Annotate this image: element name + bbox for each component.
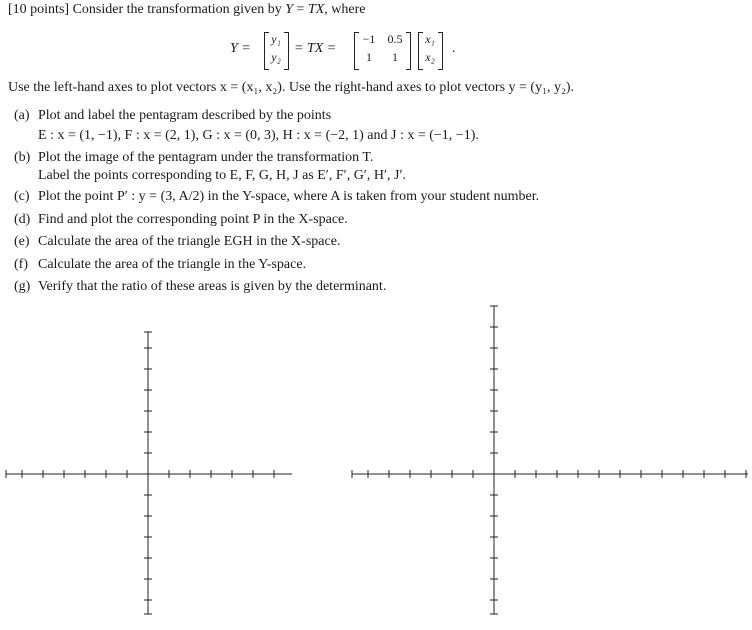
x2-cell: x₂ [425, 50, 435, 64]
points-label: [10 points] [8, 2, 70, 17]
eq-Y: Y = [230, 41, 251, 56]
m21-cell: 1 [366, 50, 372, 64]
item-text: Verify that the ratio of these areas is given by the determinant. [38, 279, 387, 294]
axes-area [0, 300, 752, 630]
m12-cell: 0.5 [387, 32, 403, 46]
item-f [14, 257, 306, 273]
y-space-axes[interactable] [352, 306, 748, 614]
item-b-labels: Label the points corresponding to E, F, G, H, J as E′, F′, G′, H′, J′. [38, 168, 407, 183]
item-text: Plot the point P′ : y = (3, A/2) in the Y-space, where A is taken from your student number. [38, 189, 540, 204]
item-text: Plot the image of the pentagram under the transformation T. [38, 150, 374, 165]
item-label: (g) [14, 279, 31, 294]
item-b [14, 150, 373, 166]
header-eq-lhs: Y [285, 2, 294, 17]
item-label: (b) [14, 150, 31, 165]
header-eq-rhs: TX [307, 2, 325, 17]
item-text: Find and plot the corresponding point P in the X-space. [38, 212, 348, 227]
y1-cell: y₁ [271, 32, 281, 46]
item-g [14, 279, 386, 295]
item-label: (d) [14, 212, 31, 227]
item-d [14, 212, 348, 228]
item-text: Calculate the area of the triangle in the Y-space. [38, 257, 307, 272]
eq-TX: = TX = [294, 41, 337, 56]
header-where: , where [324, 2, 366, 17]
item-label: (c) [14, 189, 30, 204]
eq-period: . [452, 41, 456, 56]
m11-cell: −1 [362, 32, 376, 46]
m22-cell: 1 [392, 50, 398, 64]
item-c [14, 189, 539, 205]
item-e [14, 234, 340, 250]
item-text: Calculate the area of the triangle EGH in the X-space. [38, 234, 341, 249]
x-space-axes[interactable] [6, 332, 292, 614]
item-text: Plot and label the pentagram described by the points [38, 108, 332, 123]
item-label: (e) [14, 234, 30, 249]
instructions: Use the left-hand axes to plot vectors x = (x₁, x₂). Use the right-hand axes to plot vectors y = (y₁, y₂). [8, 80, 575, 95]
question-header: [10 points] Consider the transformation given by Y = TX, where [8, 2, 366, 17]
matrix-equation [0, 30, 752, 74]
item-label: (a) [14, 108, 30, 123]
x1-cell: x₁ [425, 32, 435, 46]
item-label: (f) [14, 257, 28, 272]
item-a-points: E : x = (1, −1), F : x = (2, 1), G : x = (0, 3), H : x = (−2, 1) and J : x = (−1, −1). [38, 128, 479, 143]
item-a [14, 108, 331, 124]
y2-cell: y₂ [271, 50, 281, 64]
header-intro: Consider the transformation given by [72, 2, 282, 17]
